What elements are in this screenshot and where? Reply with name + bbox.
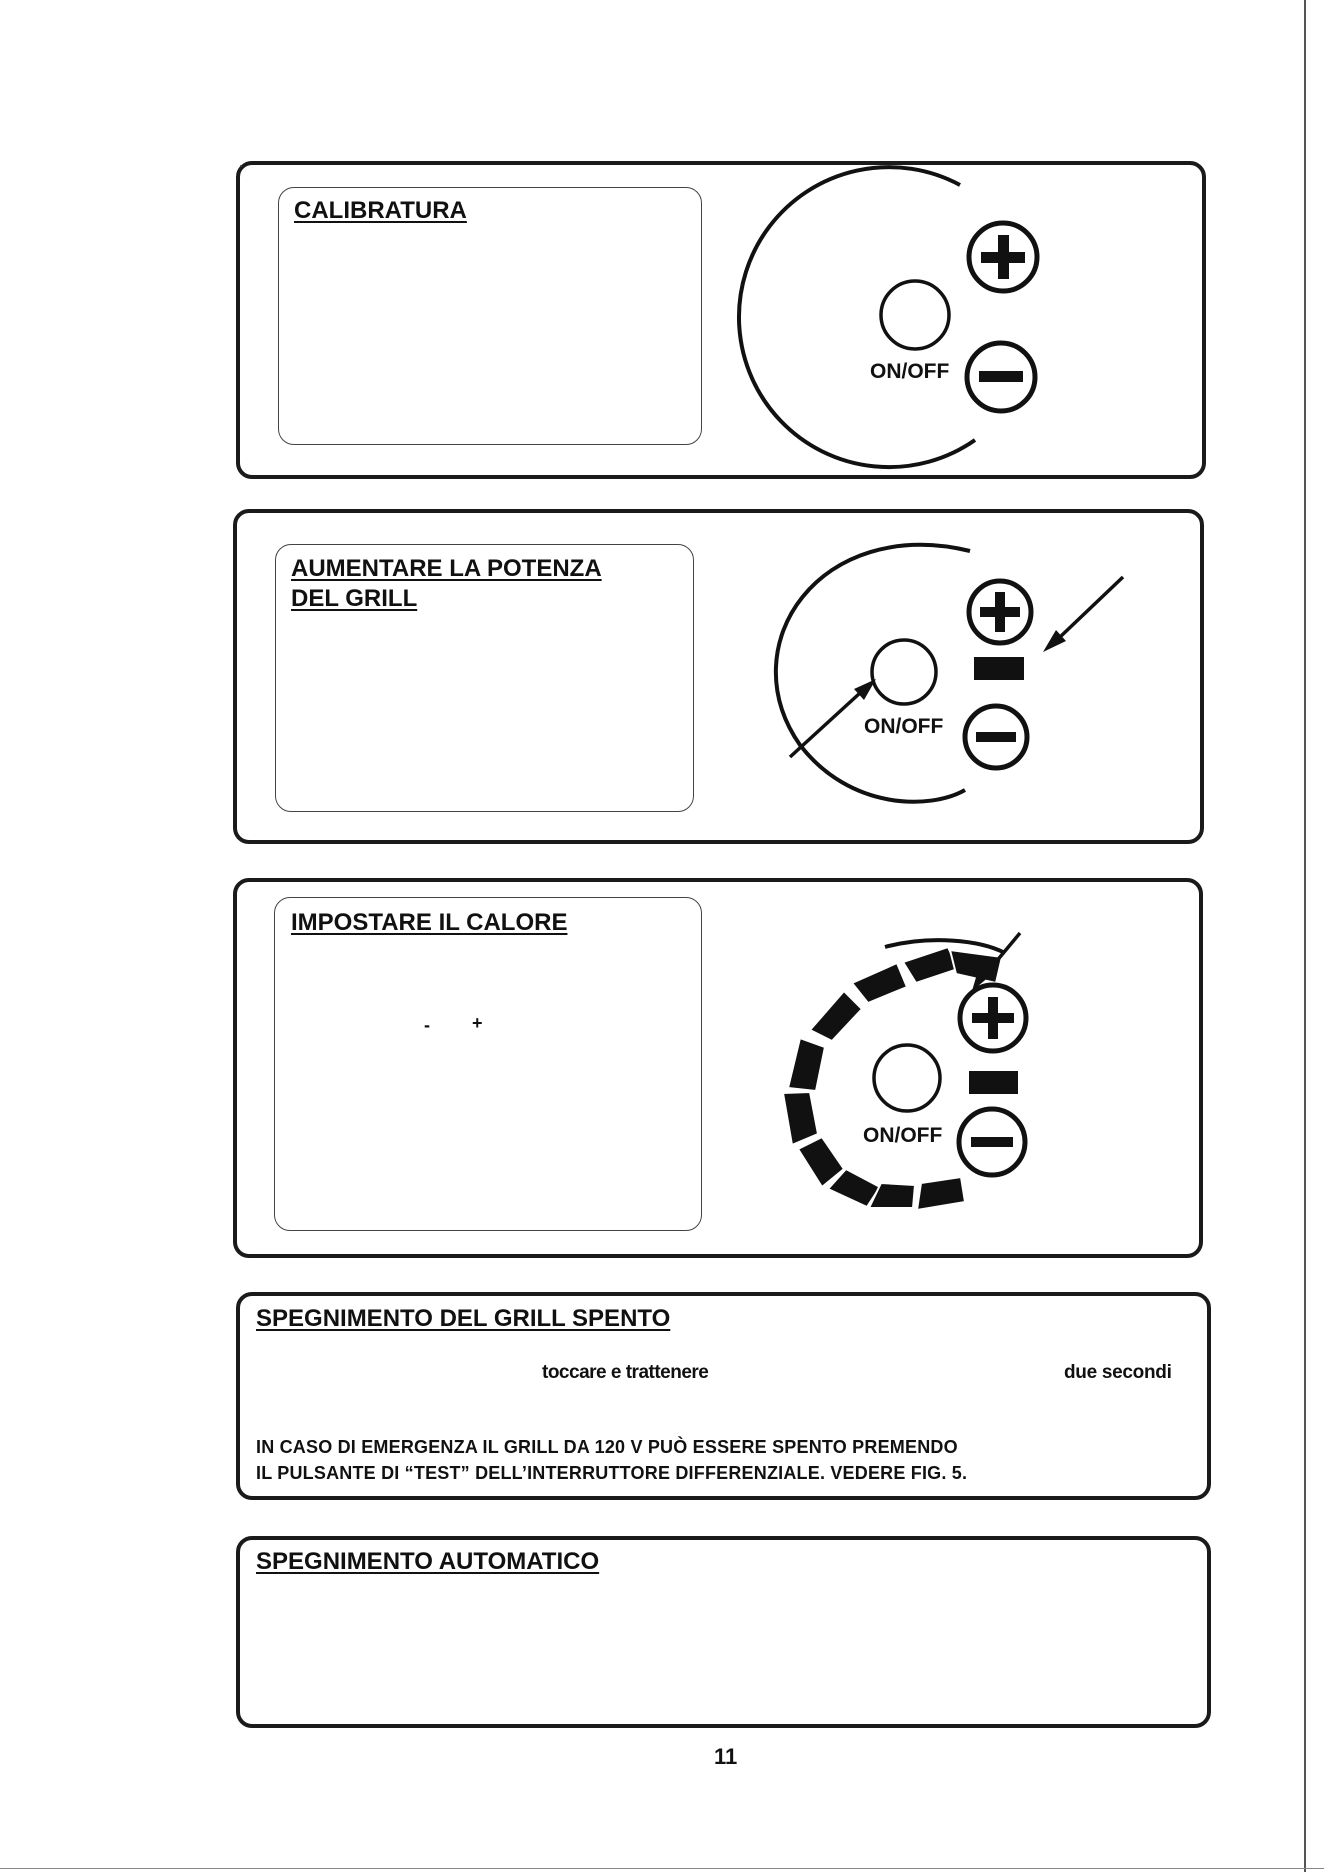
bottom-margin-line [0, 1868, 1324, 1869]
emergency-line-1: IN CASO DI EMERGENZA IL GRILL DA 120 V PUÒ ESSERE SPENTO PREMENDO [256, 1437, 958, 1457]
right-margin-line [1304, 0, 1306, 1872]
minus-icon [965, 706, 1027, 768]
plus-icon [969, 223, 1037, 291]
on-off-label: ON/OFF [863, 1124, 943, 1147]
touch-and-hold-text: toccare e trattenere [542, 1362, 709, 1383]
power-button-circle [872, 640, 936, 704]
increase-power-title-line2: DEL GRILL [291, 585, 418, 612]
control-dial-increase [760, 535, 1140, 825]
calibration-textbox [278, 187, 702, 445]
auto-shutdown-title: SPEGNIMENTO AUTOMATICO [256, 1548, 600, 1575]
set-heat-textbox [274, 897, 702, 1231]
increase-power-title-line1: AUMENTARE LA POTENZA [291, 555, 602, 582]
calibration-title: CALIBRATURA [294, 197, 467, 224]
set-heat-title: IMPOSTARE IL CALORE [291, 909, 568, 936]
control-dial-heat [770, 925, 1090, 1225]
page-number: 11 [714, 1744, 738, 1769]
minus-icon [959, 1109, 1025, 1175]
on-off-label: ON/OFF [864, 715, 944, 738]
calibration-textbox [240, 165, 242, 167]
minus-icon [967, 343, 1035, 411]
power-button-circle [874, 1045, 940, 1111]
emergency-line-2: IL PULSANTE DI “TEST” DELL’INTERRUTTORE DIFFERENZIALE. VEDERE FIG. 5. [256, 1463, 968, 1483]
minus-sign-text: - [424, 1015, 430, 1035]
plus-sign-text: + [472, 1013, 483, 1033]
level-bar-icon [974, 657, 1024, 680]
level-bar-icon [969, 1071, 1018, 1094]
shutdown-title: SPEGNIMENTO DEL GRILL SPENTO [256, 1305, 671, 1332]
two-seconds-text: due secondi [1064, 1362, 1172, 1383]
plus-icon [960, 985, 1026, 1051]
power-button-circle [881, 281, 949, 349]
plus-icon [969, 581, 1031, 643]
control-dial-calibration [770, 175, 1070, 465]
arrow-icon-upper-right [1043, 577, 1123, 652]
on-off-label: ON/OFF [870, 360, 950, 383]
